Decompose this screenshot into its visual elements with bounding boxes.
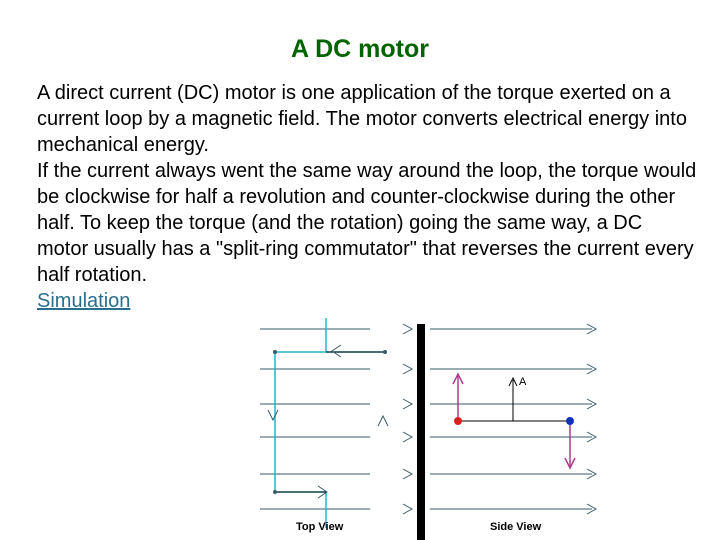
view-divider — [417, 324, 425, 540]
body-text — [37, 80, 697, 314]
current-direction-arrows — [268, 345, 388, 498]
charge-left — [454, 417, 462, 425]
top-view-label: Top View — [296, 521, 344, 533]
loop-corner-dots — [273, 350, 387, 494]
top-view-loop-dark — [275, 352, 385, 492]
top-view-loop — [275, 318, 385, 528]
dc-motor-diagram — [240, 316, 610, 540]
slide-title: A DC motor — [291, 35, 429, 63]
paragraph-commutator: If the current always went the same way around the loop, the torque would be clockwise for half a revolution and counter-clockwise during the other half. To keep the torque (and the rotation) going the same way, a DC motor usually has a "split-ring commutator" that reverses the current every half rotation. — [37, 160, 697, 286]
magnetic-field-lines — [260, 329, 592, 509]
axis-label: A — [519, 376, 527, 388]
paragraph-intro: A direct current (DC) motor is one application of the torque exerted on a current loop by a magnetic field. The motor converts electrical energy into mechanical energy. — [37, 82, 687, 156]
simulation-link[interactable]: Simulation — [37, 290, 131, 312]
charge-right — [566, 417, 574, 425]
side-view-label: Side View — [490, 521, 542, 533]
